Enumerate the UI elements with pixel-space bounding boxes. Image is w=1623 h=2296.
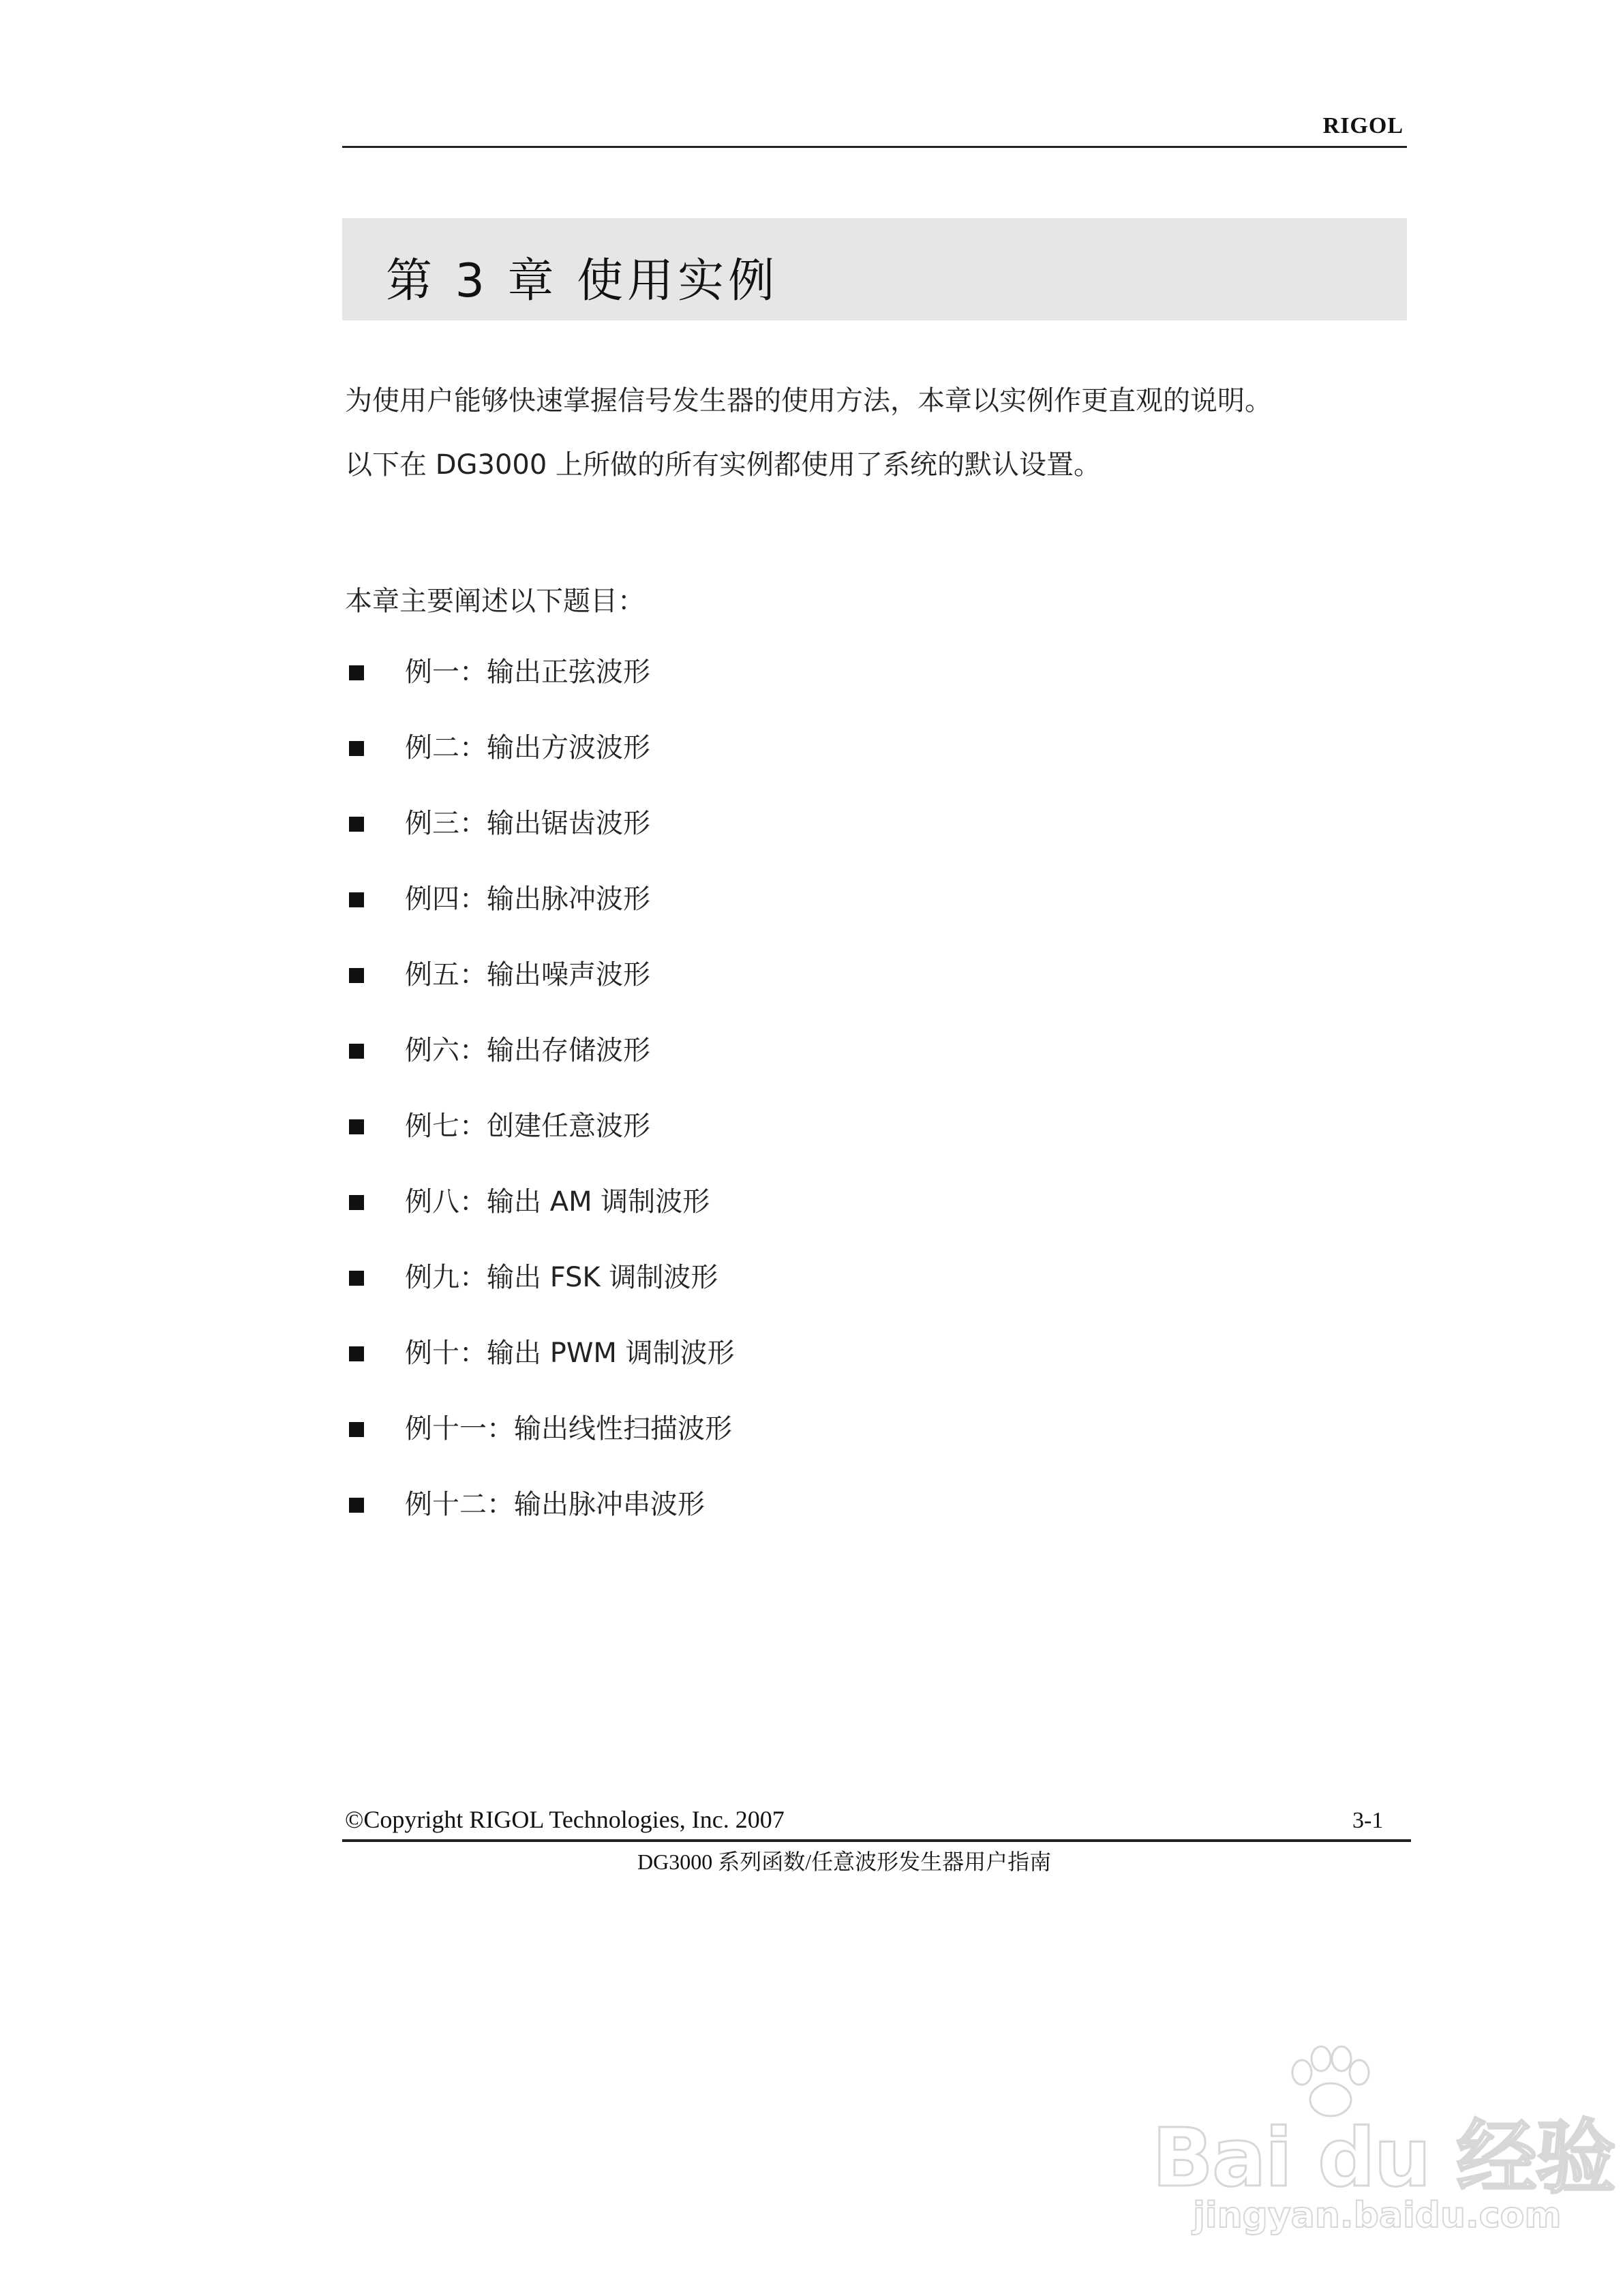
topic-label: 例二：输出方波波形 — [405, 732, 650, 764]
topic-label: 例五：输出噪声波形 — [405, 959, 650, 991]
topic-label: 例十：输出 PWM 调制波形 — [405, 1338, 735, 1369]
list-item — [345, 1108, 735, 1184]
bullet-square-icon — [349, 968, 364, 983]
brand-label: RIGOL — [1322, 113, 1404, 138]
chapter-title-banner — [342, 218, 1407, 320]
baidu-watermark — [1152, 2045, 1615, 2250]
topic-label: 例八：输出 AM 调制波形 — [405, 1186, 710, 1218]
list-item — [345, 1260, 735, 1335]
bullet-square-icon — [349, 817, 364, 832]
bullet-square-icon — [349, 892, 364, 907]
list-item — [345, 957, 735, 1033]
watermark-logo: Bai du 经验 — [1152, 2111, 1615, 2205]
footer-divider — [342, 1839, 1411, 1842]
topic-label: 例十一：输出线性扫描波形 — [405, 1413, 732, 1445]
bullet-square-icon — [349, 1119, 364, 1134]
topics-heading: 本章主要阐述以下题目： — [345, 586, 645, 617]
intro-paragraph-1: 为使用户能够快速掌握信号发生器的使用方法，本章以实例作更直观的说明。 — [345, 385, 1272, 417]
list-item — [345, 1184, 735, 1260]
topic-label: 例六：输出存储波形 — [405, 1035, 650, 1066]
list-item — [345, 1411, 735, 1487]
bullet-square-icon — [349, 1498, 364, 1513]
list-item — [345, 1335, 735, 1411]
list-item — [345, 806, 735, 881]
bullet-square-icon — [349, 1271, 364, 1286]
topic-list — [345, 654, 735, 1562]
topic-label: 例三：输出锯齿波形 — [405, 808, 650, 839]
footer-subtitle: DG3000 系列函数/任意波形发生器用户指南 — [637, 1849, 1052, 1874]
chapter-title: 第 3 章 使用实例 — [386, 254, 779, 308]
bullet-square-icon — [349, 1422, 364, 1437]
bullet-square-icon — [349, 741, 364, 756]
header-divider — [342, 146, 1407, 148]
list-item — [345, 730, 735, 806]
bullet-square-icon — [349, 1044, 364, 1059]
list-item — [345, 1033, 735, 1108]
footer-copyright: ©Copyright RIGOL Technologies, Inc. 2007 — [345, 1806, 785, 1833]
topic-label: 例七：创建任意波形 — [405, 1111, 650, 1142]
topic-label: 例十二：输出脉冲串波形 — [405, 1489, 705, 1520]
list-item — [345, 1487, 735, 1562]
list-item — [345, 654, 735, 730]
bullet-square-icon — [349, 1346, 364, 1361]
topic-label: 例九：输出 FSK 调制波形 — [405, 1262, 718, 1293]
bullet-square-icon — [349, 1195, 364, 1210]
list-item — [345, 881, 735, 957]
intro-paragraph-2: 以下在 DG3000 上所做的所有实例都使用了系统的默认设置。 — [345, 449, 1102, 481]
bullet-square-icon — [349, 665, 364, 680]
topic-label: 例一：输出正弦波形 — [405, 656, 650, 688]
watermark-url: jingyan.baidu.com — [1193, 2195, 1562, 2236]
footer-page-number: 3-1 — [1352, 1808, 1384, 1833]
topic-label: 例四：输出脉冲波形 — [405, 883, 650, 915]
